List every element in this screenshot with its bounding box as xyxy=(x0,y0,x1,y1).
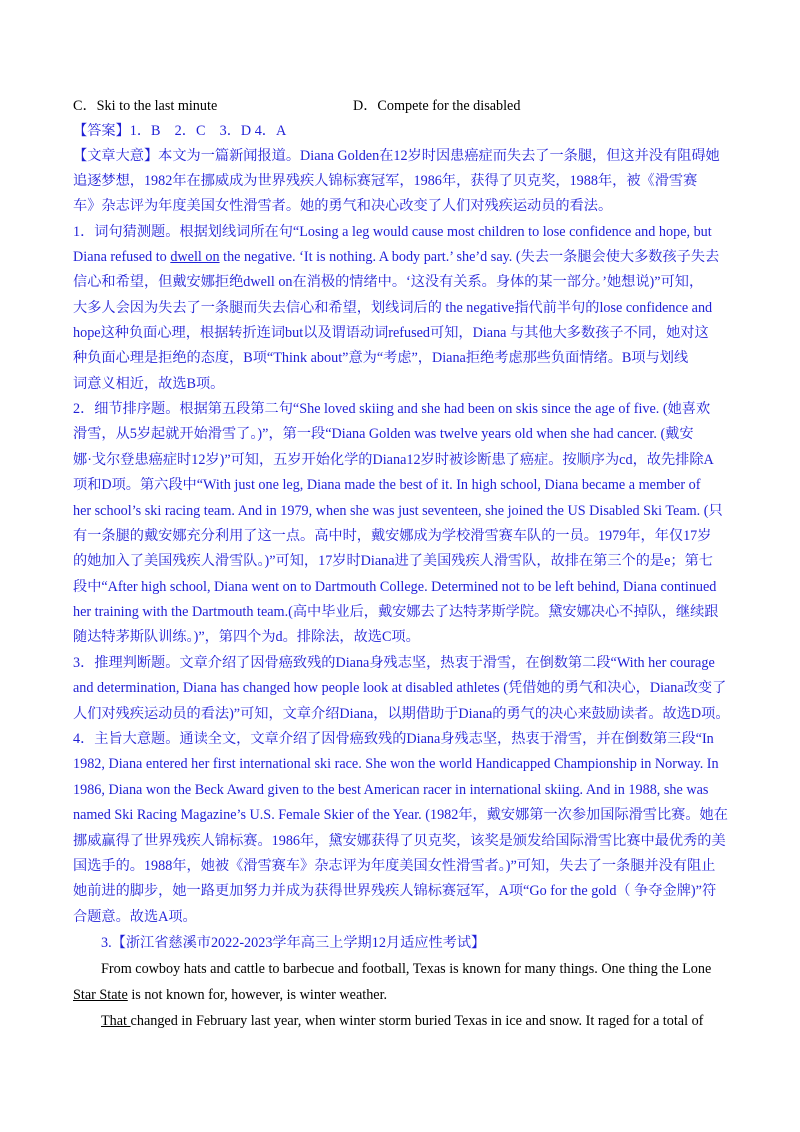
q1-text: Diana refused to xyxy=(73,249,171,265)
q2-explanation-line: 2．细节排序题。根据第五段第二句“She loved skiing and she had been on skis since the age of five. (她喜欢 xyxy=(73,401,711,417)
q4-explanation-line: 挪威赢得了世界残疾人锦标赛。1986年，黛安娜获得了贝克奖，该奖是颁发给国际滑雪比赛中最优秀的美 xyxy=(73,833,726,849)
option-d: D．Compete for the disabled xyxy=(353,98,521,114)
option-c: C．Ski to the last minute xyxy=(73,98,218,114)
summary-line: 追逐梦想，1982年在挪威成为世界残疾人锦标赛冠军，1986年，获得了贝克奖，1988年，被《滑雪赛 xyxy=(73,173,698,189)
passage-line xyxy=(73,985,387,1005)
q1-explanation-line: 词意义相近，故选B项。 xyxy=(73,376,225,392)
question-options-row xyxy=(73,96,217,116)
summary-line: 【文章大意】本文为一篇新闻报道。Diana Golden在12岁时因患癌症而失去了一条腿，但这并没有阻碍她 xyxy=(73,148,720,164)
q2-explanation-line: her training with the Dartmouth team.(高中毕业后，戴安娜去了达特茅斯学院。黛安娜决心不掉队，继续跟 xyxy=(73,604,719,620)
q1-explanation-line: 1．词句猜测题。根据划线词所在句“Losing a leg would cause most children to lose confidence and hope, but xyxy=(73,224,712,240)
q1-explanation-line: 信心和希望，但戴安娜拒绝dwell on在消极的情绪中。‘这没有关系。身体的某一部分。’她想说)”可知， xyxy=(73,274,704,290)
q3-explanation-line: and determination, Diana has changed how people look at disabled athletes (凭借她的勇气和决心，Diana改变了 xyxy=(73,680,727,696)
passage-text: is not known for, however, is winter weather. xyxy=(127,987,388,1003)
q3-explanation-line: 3．推理判断题。文章介绍了因骨癌致残的Diana身残志坚，热衷于滑雪，在倒数第二段“With her courage xyxy=(73,655,715,671)
q2-explanation-line: 滑雪，从5岁起就开始滑雪了。)”，第一段“Diana Golden was twelve years old when she had cancer. (戴安 xyxy=(73,426,694,442)
q4-explanation-line: 1982, Diana entered her first international ski race. She won the world Handicapped Championship in Norway. In xyxy=(73,756,719,772)
q4-explanation-line: 4．主旨大意题。通读全文，文章介绍了因骨癌致残的Diana身残志坚，热衷于滑雪，并在倒数第三段“In xyxy=(73,731,714,747)
q4-explanation-line: named Ski Racing Magazine’s U.S. Female Skier of the Year. (1982年，戴安娜第一次参加国际滑雪比赛。她在 xyxy=(73,807,728,823)
question-source-heading: 3.【浙江省慈溪市2022-2023学年高三上学期12月适应性考试】 xyxy=(101,935,486,951)
q2-explanation-line: 娜·戈尔登患癌症时12岁)”可知，五岁开始化学的Diana12岁时被诊断患了癌症。按顺序为cd，故先排除A xyxy=(73,452,714,468)
q1-explanation-line xyxy=(73,247,719,267)
q2-explanation-line: 的她加入了美国残疾人滑雪队。)”可知，17岁时Diana进了美国残疾人滑雪队，故排在第三个的是e；第七 xyxy=(73,553,713,569)
underlined-word: That xyxy=(101,1013,131,1029)
answer-key: 【答案】1．B 2．C 3．D 4．A xyxy=(73,123,287,139)
q1-explanation-line: hope这种负面心理，根据转折连词but以及谓语动词refused可知，Diana 与其他大多数孩子不同，她对这 xyxy=(73,325,709,341)
q2-explanation-line: her school’s ski racing team. And in 1979, when she was just seventeen, she joined the US Disabled Ski Team. (只 xyxy=(73,503,723,519)
q1-text: the negative. ‘It is nothing. A body part.’ she’d say. (失去一条腿会使大多数孩子失去 xyxy=(219,249,720,265)
passage-line xyxy=(101,1011,703,1031)
q1-explanation-line: 大多人会因为失去了一条腿而失去信心和希望，划线词后的 the negative指代前半句的lose confidence and xyxy=(73,300,713,316)
q4-explanation-line: 她前进的脚步，她一路更加努力并成为获得世界残疾人锦标赛冠军，A项“Go for the gold（ 争夺金牌)”符 xyxy=(73,883,717,899)
q4-explanation-line: 1986, Diana won the Beck Award given to the best American racer in international skiing. And in 1988, she was xyxy=(73,782,709,798)
q4-explanation-line: 合题意。故选A项。 xyxy=(73,909,197,925)
passage-line: From cowboy hats and cattle to barbecue and football, Texas is known for many things. One thing the Lone xyxy=(101,961,712,977)
summary-line: 车》杂志评为年度美国女性滑雪者。她的勇气和决心改变了人们对残疾运动员的看法。 xyxy=(73,198,613,214)
underlined-word: dwell on xyxy=(170,249,220,265)
q3-explanation-line: 人们对残疾运动员的看法)”可知，文章介绍Diana，以期借助于Diana的勇气的决心来鼓励读者。故选D项。 xyxy=(73,706,730,722)
q2-explanation-line: 随达特茅斯队训练。)”，第四个为d。排除法，故选C项。 xyxy=(73,629,420,645)
q2-explanation-line: 有一条腿的戴安娜充分利用了这一点。高中时，戴安娜成为学校滑雪赛车队的一员。1979年，年仅17岁 xyxy=(73,528,712,544)
q2-explanation-line: 段中“After high school, Diana went on to Dartmouth College. Determined not to be left behind, Diana continued xyxy=(73,579,717,595)
q2-explanation-line: 项和D项。第六段中“With just one leg, Diana made the best of it. In high school, Diana became a member of xyxy=(73,477,701,493)
passage-text: changed in February last year, when winter storm buried Texas in ice and snow. It raged for a total of xyxy=(130,1013,704,1029)
underlined-phrase: Star State xyxy=(73,987,128,1003)
q4-explanation-line: 国选手的。1988年，她被《滑雪赛车》杂志评为年度美国女性滑雪者。)”可知，失去了一条腿并没有阻止 xyxy=(73,858,716,874)
q1-explanation-line: 种负面心理是拒绝的态度，B项“Think about”意为“考虑”，Diana拒绝考虑那些负面情绪。B项与划线 xyxy=(73,350,689,366)
